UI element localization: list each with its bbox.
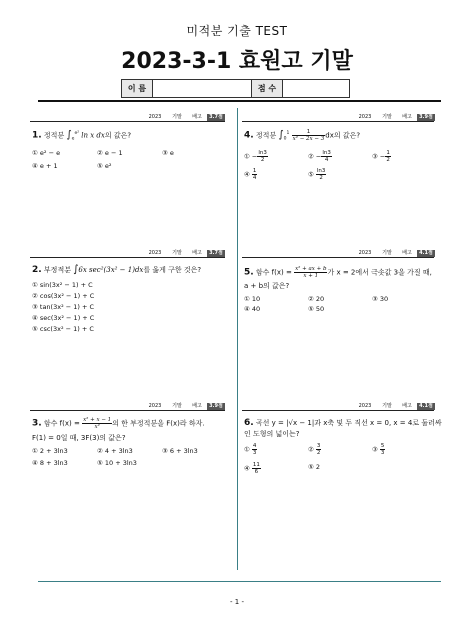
exam-title: 2023-3-1 효원고 기말 [121, 49, 353, 74]
tag-underline [30, 410, 225, 411]
tag-points: 4.1점 [417, 403, 435, 410]
integral-sign: ∫ [278, 129, 284, 141]
question-text-end: 의 값은? [104, 131, 132, 140]
question-2 [32, 264, 232, 276]
tag-points-label: 배고 [192, 403, 202, 409]
exam-subject: 미적분 기출 TEST [186, 24, 288, 38]
option-4-4[interactable]: ④ $\frac{1}{4}$ [244, 168, 257, 181]
tag-underline [242, 121, 434, 122]
option-5-5[interactable]: ⑤ 50 [308, 305, 325, 313]
tag-points-label: 배고 [402, 250, 412, 256]
question-text-end: dx의 값은? [325, 131, 361, 140]
integral-lower: e [71, 136, 75, 142]
option-3-1[interactable]: ① 2 + 3ln3 [32, 447, 68, 455]
question-5 [244, 266, 456, 279]
option-3-4[interactable]: ④ 8 + 3ln3 [32, 459, 68, 467]
tag-points-label: 배고 [402, 403, 412, 409]
option-1-3[interactable]: ③ e [162, 149, 174, 157]
tag-kind: 기말 [382, 403, 392, 409]
option-1-1[interactable]: ① e² − e [32, 149, 61, 157]
student-info-box [121, 79, 350, 98]
option-2-3[interactable]: ③ tan(3x² − 1) + C [32, 303, 95, 311]
tag-year: 2023 [358, 114, 372, 120]
tag-underline [30, 121, 225, 122]
tag-points-label: 배고 [192, 114, 202, 120]
question-tag [353, 250, 435, 257]
tag-year: 2023 [358, 250, 372, 256]
option-5-3[interactable]: ③ 30 [372, 295, 389, 303]
name-label: 이 름 [122, 80, 153, 97]
column-divider [237, 108, 238, 570]
integrand: ln x dx [81, 131, 105, 140]
score-label: 점 수 [252, 80, 283, 97]
question-number: 3. [32, 418, 42, 429]
option-2-1[interactable]: ① sin(3x² − 1) + C [32, 281, 93, 289]
footer-divider [38, 581, 441, 582]
tag-points: 3.7점 [207, 250, 225, 257]
question-tag [143, 250, 225, 257]
question-number: 6. [244, 418, 254, 428]
question-tag [353, 114, 435, 121]
option-4-3[interactable]: ③ − $\frac{1}{2}$ [372, 150, 390, 163]
tag-year: 2023 [358, 403, 372, 409]
question-tag [143, 114, 225, 121]
question-1 [32, 128, 232, 145]
tag-year: 2023 [148, 403, 162, 409]
option-6-1[interactable]: ① $\frac{4}{3}$ [244, 443, 257, 456]
question-3 [32, 417, 236, 430]
question-text-end: 를 옳게 구한 것은? [143, 266, 202, 274]
question-text: 함수 f(x) = [43, 419, 83, 428]
page-number: - 1 - [230, 598, 244, 606]
question-text: 부정적분 [43, 266, 74, 274]
tag-points-label: 배고 [402, 114, 412, 120]
tag-kind: 기말 [172, 250, 182, 256]
tag-points-label: 배고 [192, 250, 202, 256]
option-2-2[interactable]: ② cos(3x² − 1) + C [32, 292, 95, 300]
fraction: $\frac{\text{x² + x − 1}}{\text{x²}}$ [83, 417, 112, 430]
question-number: 4. [244, 130, 254, 141]
option-2-4[interactable]: ④ sec(3x² − 1) + C [32, 314, 95, 322]
name-field[interactable] [153, 80, 252, 97]
tag-points: 4.1점 [417, 250, 435, 257]
option-3-5[interactable]: ⑤ 10 + 3ln3 [97, 459, 137, 467]
question-tag [143, 403, 225, 410]
question-text: 정적분 [255, 131, 279, 140]
option-6-2[interactable]: ② $\frac{3}{2}$ [308, 443, 321, 456]
question-number: 2. [32, 265, 42, 275]
option-2-5[interactable]: ⑤ csc(3x² − 1) + C [32, 325, 94, 333]
question-text-end: 의 한 부정적분을 F(x)라 하자. [112, 419, 205, 428]
option-4-2[interactable]: ② − $\frac{\ln 3}{4}$ [308, 150, 331, 163]
header-divider [38, 100, 441, 102]
question-text: 곡선 y = |√x − 1|과 x축 및 두 직선 x = 0, x = 4로 둘러싸 [255, 419, 442, 427]
option-1-4[interactable]: ④ e + 1 [32, 162, 58, 170]
integrand: 6x sec²(3x² − 1)dx [78, 266, 144, 274]
option-5-4[interactable]: ④ 40 [244, 305, 261, 313]
option-4-5[interactable]: ⑤ $\frac{\ln 3}{2}$ [308, 168, 326, 181]
option-1-5[interactable]: ⑤ e² [97, 162, 112, 170]
tag-points: 3.9점 [417, 114, 435, 121]
tag-points: 3.9점 [207, 403, 225, 410]
option-3-2[interactable]: ② 4 + 3ln3 [97, 447, 133, 455]
question-number: 1. [32, 130, 42, 141]
question-6-line2: 인 도형의 넓이는? [244, 430, 300, 438]
question-5-line2: a + b의 값은? [244, 282, 290, 290]
tag-underline [30, 257, 225, 258]
option-1-2[interactable]: ② e − 1 [97, 149, 123, 157]
integral-sign: ∫ [66, 129, 72, 141]
question-number: 5. [244, 267, 254, 278]
integral-upper: e² [74, 131, 80, 136]
tag-kind: 기말 [382, 250, 392, 256]
tag-underline [242, 257, 434, 258]
option-4-1[interactable]: ① − $\frac{\ln 3}{2}$ [244, 150, 267, 163]
tag-underline [242, 410, 434, 411]
score-field[interactable] [283, 80, 349, 97]
option-5-1[interactable]: ① 10 [244, 295, 261, 303]
fraction: $\frac{1}{\text{x² − 2x − 3}}$ [292, 128, 325, 142]
question-6 [244, 418, 456, 429]
option-6-5[interactable]: ⑤ 2 [308, 463, 321, 471]
tag-year: 2023 [148, 250, 162, 256]
option-6-4[interactable]: ④ $\frac{11}{6}$ [244, 462, 260, 475]
question-text-end: 가 x = 2에서 극솟값 3을 가질 때, [327, 268, 432, 277]
question-tag [353, 403, 435, 410]
tag-kind: 기말 [382, 114, 392, 120]
question-3-line2: F(1) = 0일 때, 3F(3)의 값은? [32, 434, 126, 442]
question-4 [244, 128, 444, 145]
question-text: 정적분 [43, 131, 67, 140]
integral-sign: ∫ [73, 264, 79, 275]
tag-year: 2023 [148, 114, 162, 120]
option-5-2[interactable]: ② 20 [308, 295, 325, 303]
integral-lower: 0 [283, 136, 287, 142]
tag-kind: 기말 [172, 114, 182, 120]
question-text: 함수 f(x) = [255, 268, 295, 277]
option-6-3[interactable]: ③ $\frac{5}{3}$ [372, 443, 385, 456]
tag-kind: 기말 [172, 403, 182, 409]
tag-points: 3.7점 [207, 114, 225, 121]
fraction: $\frac{\text{x² + ax + b}}{x + 1}$ [295, 266, 327, 279]
option-3-3[interactable]: ③ 6 + 3ln3 [162, 447, 198, 455]
integral-upper: 1 [286, 131, 290, 136]
